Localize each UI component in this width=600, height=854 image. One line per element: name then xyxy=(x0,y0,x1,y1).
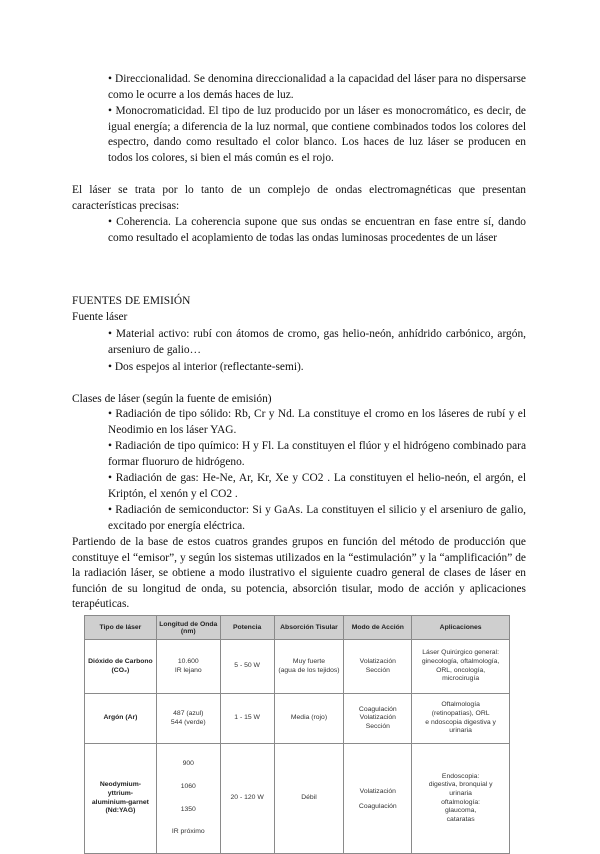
heading-fuentes-emision: FUENTES DE EMISIÓN xyxy=(72,295,191,307)
bullet-monocromaticidad: • Monocromaticidad. El tipo de luz producido por un láser es monocromático, es decir, de igual energía; a diferencia de la luz normal, que contiene combinados todos los colores del espectro, dando como resultado el color blanco. Los haces de luz láser se producen en todos los colores, si bien el más común es el rojo. xyxy=(108,105,526,164)
heading-clases-laser: Clases de láser (según la fuente de emisión) xyxy=(72,393,272,405)
header-aplicaciones: Aplicaciones xyxy=(412,616,510,640)
wavelength-value: 1060 xyxy=(180,782,196,790)
bullet-direccionalidad: • Direccionalidad. Se denomina direccionalidad a la capacidad del láser para no dispersarse como le ocurre a los demás haces de luz. xyxy=(108,73,526,101)
cell-longitud xyxy=(156,744,220,854)
bullet-semiconductor: • Radiación de semiconductor: Si y GaAs. La constituyen el silicio y el arseniuro de galio, excitado por energía eléctrica. xyxy=(108,504,526,532)
cell-tipo: Neodymium- yttrium- aluminium-garnet (Nd:YAG) xyxy=(85,744,157,854)
cell-absorcion: Débil xyxy=(274,744,344,854)
wavelength-value: 900 xyxy=(182,760,194,768)
heading-fuente-laser: Fuente láser xyxy=(72,311,128,323)
cell-aplicaciones: Oftalmología (retinopatías), ORL e ndoscopia digestiva y urinaria xyxy=(412,694,510,744)
cell-potencia: 5 - 50 W xyxy=(220,640,274,694)
cell-modo: Volatización Sección xyxy=(344,640,412,694)
paragraph-final: Partiendo de la base de estos cuatros grandes grupos en función del método de producción que constituye el “emisor”, y según los sistemas utilizados en la “estimulación” y la “amplificación” de la radiación láser, se obtiene a modo ilustrativo el siguiente cuadro general de clases de láser en función de su longitud de onda, su potencia, absorción tisular, modo de acción y aplicaciones terapéuticas. xyxy=(72,536,526,611)
cell-tipo: Argón (Ar) xyxy=(85,694,157,744)
header-modo: Modo de Acción xyxy=(344,616,412,640)
cell-potencia: 20 - 120 W xyxy=(220,744,274,854)
cell-absorcion: Media (rojo) xyxy=(274,694,344,744)
cell-aplicaciones: Láser Quirúrgico general: ginecología, oftalmología, ORL, oncología, microcirugía xyxy=(412,640,510,694)
header-potencia: Potencia xyxy=(220,616,274,640)
bullet-quimico: • Radiación de tipo químico: H y Fl. La constituyen el flúor y el hidrógeno combinado para formar fluoruro de hidrógeno. xyxy=(108,440,526,468)
bullet-material-activo: • Material activo: rubí con átomos de cromo, gas helio-neón, anhídrido carbónico, argón, arseniuro de galio… xyxy=(108,328,526,356)
header-absorcion: Absorción Tisular xyxy=(274,616,344,640)
wavelength-value: IR próximo xyxy=(171,828,205,836)
table-row xyxy=(85,694,510,744)
header-tipo: Tipo de láser xyxy=(85,616,157,640)
table-row xyxy=(85,640,510,694)
bullet-solido: • Radiación de tipo sólido: Rb, Cr y Nd. La constituye el cromo en los láseres de rubí y el Neodimio en los láser YAG. xyxy=(108,408,526,436)
header-longitud: Longitud de Onda (nm) xyxy=(156,616,220,640)
cell-modo: Coagulación Volatización Sección xyxy=(344,694,412,744)
cell-potencia: 1 - 15 W xyxy=(220,694,274,744)
cell-modo: Volatización Coagulación xyxy=(344,744,412,854)
table-row xyxy=(85,744,510,854)
cell-tipo: Dióxido de Carbono (CO₂) xyxy=(85,640,157,694)
cell-aplicaciones: Endoscopia: digestiva, bronquial y urinaria oftalmología: glaucoma, cataratas xyxy=(412,744,510,854)
bullet-gas: • Radiación de gas: He-Ne, Ar, Kr, Xe y CO2 . La constituyen el helio-neón, el argón, el Kriptón, el xenón y el CO2 . xyxy=(108,472,526,500)
paragraph-laser: El láser se trata por lo tanto de un complejo de ondas electromagnéticas que presentan características precisas: xyxy=(72,184,526,212)
cell-absorcion: Muy fuerte (agua de los tejidos) xyxy=(274,640,344,694)
wavelength-value: 1350 xyxy=(180,805,196,813)
table-header-row xyxy=(85,616,510,640)
cell-longitud: 10.600 IR lejano xyxy=(156,640,220,694)
laser-table xyxy=(84,615,510,854)
cell-longitud: 487 (azul) 544 (verde) xyxy=(156,694,220,744)
bullet-espejos: • Dos espejos al interior (reflectante-semi). xyxy=(108,361,304,373)
bullet-coherencia: • Coherencia. La coherencia supone que sus ondas se encuentran en fase entre sí, dando como resultado el acoplamiento de todas las ondas luminosas procedentes de un láser xyxy=(108,216,526,244)
